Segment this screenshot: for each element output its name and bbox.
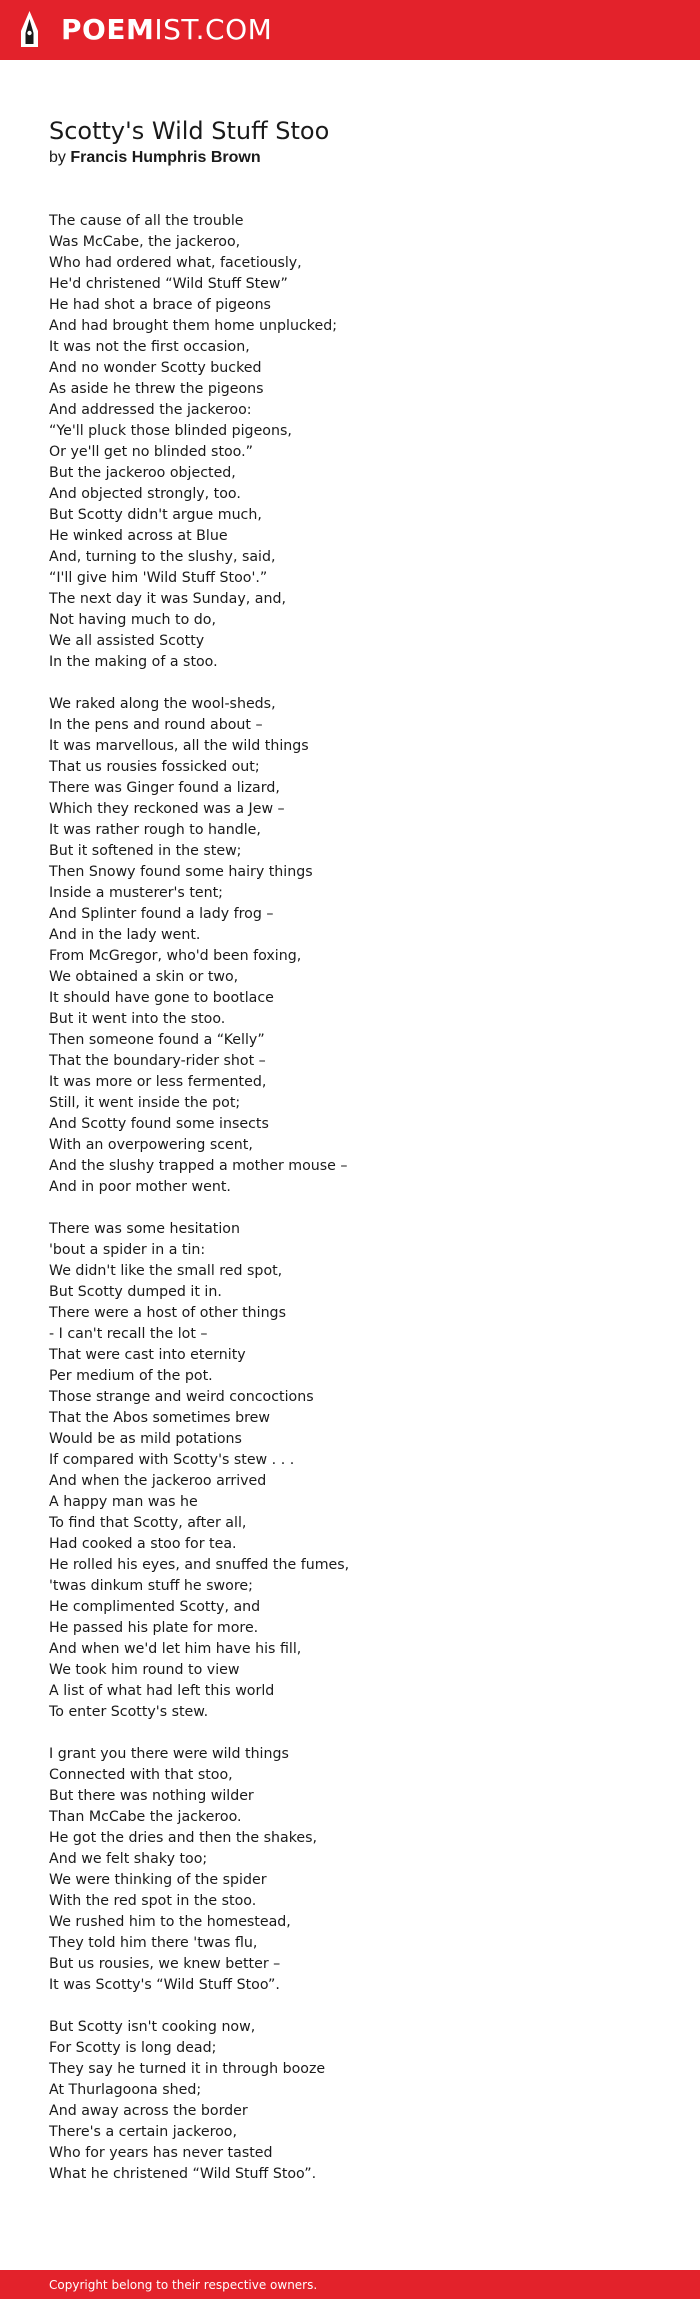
poem-line: In the pens and round about – [49,717,263,733]
poem-line: He complimented Scotty, and [49,1599,261,1615]
author-name: Francis Humphris Brown [70,149,261,166]
byline [49,147,669,169]
poem-line: It was not the first occasion, [49,339,250,355]
poem-line: There was some hesitation [49,1221,240,1237]
poem-line: But Scotty isn't cooking now, [49,2019,256,2035]
poem-line: And Scotty found some insects [49,1116,269,1132]
byline-prefix: by [49,149,66,166]
poem-line: 'twas dinkum stuff he swore; [49,1578,253,1594]
poem-line: But there was nothing wilder [49,1788,254,1804]
poem-line: Those strange and weird concoctions [49,1389,314,1405]
poem-line: If compared with Scotty's stew . . . [49,1452,295,1468]
poem-line: The cause of all the trouble [49,213,244,229]
poem-line: Per medium of the pot. [49,1368,213,1384]
poem-line: He'd christened “Wild Stuff Stew” [49,276,288,292]
poem-line: He got the dries and then the shakes, [49,1830,318,1846]
poem-stanza [49,1219,669,1723]
poem-line: Was McCabe, the jackeroo, [49,234,241,250]
poem-line: But the jackeroo objected, [49,465,236,481]
poem-line: It was rather rough to handle, [49,822,261,838]
poem-line: And away across the border [49,2103,248,2119]
poem-line: A happy man was he [49,1494,198,1510]
poem-line: There were a host of other things [49,1305,286,1321]
poem-stanza [49,1744,669,1996]
poem-line: We raked along the wool-sheds, [49,696,276,712]
poem-line: And had brought them home unplucked; [49,318,337,334]
poem-line: Who for years has never tasted [49,2145,273,2161]
poem-line: Than McCabe the jackeroo. [49,1809,242,1825]
poem-line: We didn't like the small red spot, [49,1263,283,1279]
poem-line: It was marvellous, all the wild things [49,738,309,754]
poem-line: It was more or less fermented, [49,1074,267,1090]
poem-line: They say he turned it in through booze [49,2061,326,2077]
poem-line: - I can't recall the lot – [49,1326,208,1342]
poem-line: But us rousies, we knew better – [49,1956,281,1972]
poem-line: Or ye'll get no blinded stoo.” [49,444,253,460]
site-footer [0,2270,700,2299]
poem-line: 'bout a spider in a tin: [49,1242,206,1258]
poem-line: We took him round to view [49,1662,240,1678]
site-logo[interactable] [61,12,272,48]
copyright-text: Copyright belong to their respective owners. [49,2278,318,2292]
poem-line: And Splinter found a lady frog – [49,906,274,922]
poem-line: We rushed him to the homestead, [49,1914,291,1930]
poem-line: “I'll give him 'Wild Stuff Stoo'.” [49,570,268,586]
poem-line: And in the lady went. [49,927,201,943]
poem-body [49,211,669,2185]
poem-stanza [49,211,669,673]
poem-line: “Ye'll pluck those blinded pigeons, [49,423,292,439]
poem-line: And, turning to the slushy, said, [49,549,276,565]
poem-line: We all assisted Scotty [49,633,205,649]
poem-line: Would be as mild potations [49,1431,242,1447]
poem-line: In the making of a stoo. [49,654,218,670]
site-header [0,0,700,60]
poem-line: As aside he threw the pigeons [49,381,264,397]
poem-line: Still, it went inside the pot; [49,1095,241,1111]
poem-line: But Scotty dumped it in. [49,1284,222,1300]
poem-line: With an overpowering scent, [49,1137,253,1153]
poem-line: Who had ordered what, facetiously, [49,255,302,271]
poem-line: And objected strongly, too. [49,486,241,502]
poem-line: Had cooked a stoo for tea. [49,1536,237,1552]
poem-line: He passed his plate for more. [49,1620,259,1636]
poem-line: From McGregor, who'd been foxing, [49,948,302,964]
poem-line: And we felt shaky too; [49,1851,208,1867]
poem-line: Inside a musterer's tent; [49,885,223,901]
poem-line: At Thurlagoona shed; [49,2082,202,2098]
poem-line: But it went into the stoo. [49,1011,226,1027]
poem-line: Connected with that stoo, [49,1767,233,1783]
poem-content [49,116,669,2206]
logo-text-bold: POEM [61,13,155,46]
poem-line: He winked across at Blue [49,528,228,544]
poem-line: But it softened in the stew; [49,843,242,859]
poem-line: He rolled his eyes, and snuffed the fumes, [49,1557,350,1573]
poem-line: That the boundary-rider shot – [49,1053,266,1069]
poem-line: They told him there 'twas flu, [49,1935,258,1951]
poem-line: Which they reckoned was a Jew – [49,801,285,817]
poem-line: And in poor mother went. [49,1179,231,1195]
poem-line: That the Abos sometimes brew [49,1410,270,1426]
poem-line: And no wonder Scotty bucked [49,360,262,376]
poem-title: Scotty's Wild Stuff Stoo [49,117,330,145]
poem-line: We obtained a skin or two, [49,969,239,985]
poem-line: And when the jackeroo arrived [49,1473,267,1489]
poem-line: Then someone found a “Kelly” [49,1032,265,1048]
poem-line: And addressed the jackeroo: [49,402,252,418]
poem-stanza [49,2017,669,2185]
poem-line: And when we'd let him have his fill, [49,1641,302,1657]
poem-line: That us rousies fossicked out; [49,759,260,775]
poem-line: We were thinking of the spider [49,1872,267,1888]
poem-line: There was Ginger found a lizard, [49,780,280,796]
poem-line: I grant you there were wild things [49,1746,289,1762]
poem-line: With the red spot in the stoo. [49,1893,257,1909]
poem-line: That were cast into eternity [49,1347,246,1363]
poem-line: Not having much to do, [49,612,216,628]
poem-line: And the slushy trapped a mother mouse – [49,1158,348,1174]
poem-line: The next day it was Sunday, and, [49,591,286,607]
poem-line: To enter Scotty's stew. [49,1704,209,1720]
poem-line: But Scotty didn't argue much, [49,507,262,523]
poem-line: It was Scotty's “Wild Stuff Stoo”. [49,1977,280,1993]
poem-line: For Scotty is long dead; [49,2040,217,2056]
poem-line: There's a certain jackeroo, [49,2124,237,2140]
poem-line: It should have gone to bootlace [49,990,274,1006]
poem-line: A list of what had left this world [49,1683,275,1699]
poem-stanza [49,694,669,1198]
poem-line: Then Snowy found some hairy things [49,864,313,880]
logo-text-light: IST.COM [154,13,273,46]
poem-line: To find that Scotty, after all, [49,1515,247,1531]
poem-line: What he christened “Wild Stuff Stoo”. [49,2166,317,2182]
pen-nib-icon[interactable] [18,11,41,49]
poem-line: He had shot a brace of pigeons [49,297,271,313]
